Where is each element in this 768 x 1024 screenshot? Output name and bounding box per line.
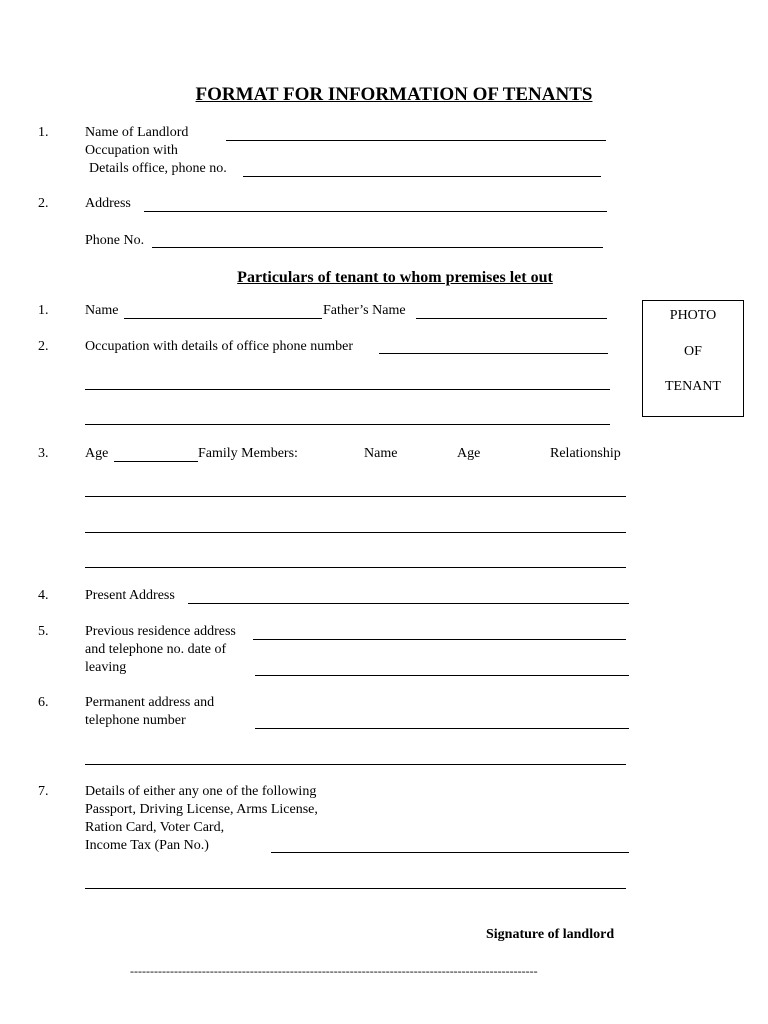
item-number: 5. [38,624,49,639]
occupation-field-line[interactable] [85,424,610,425]
item-number: 3. [38,446,49,461]
landlord-details-field[interactable] [243,176,601,177]
permanent-address-field[interactable] [255,728,629,729]
item-number: 7. [38,784,49,799]
id-details-label: Income Tax (Pan No.) [85,838,209,853]
occupation-field-line[interactable] [85,389,610,390]
item-number: 1. [38,303,49,318]
previous-address-label: and telephone no. date of [85,642,227,657]
permanent-address-label: Permanent address and [85,695,215,710]
photo-box [642,300,744,417]
landlord-name-label: Name of Landlord [85,125,189,140]
id-details-label: Ration Card, Voter Card, [85,820,225,835]
form-title: FORMAT FOR INFORMATION OF TENANTS [195,84,593,105]
family-members-label: Family Members: [198,446,298,461]
tenant-name-field[interactable] [124,318,322,319]
id-details-field[interactable] [271,852,629,853]
id-details-field-line[interactable] [85,888,626,889]
previous-address-label: leaving [85,660,127,675]
occupation-label: Occupation with details of office phone number [85,339,353,354]
previous-address-field[interactable] [253,639,626,640]
item-number: 2. [38,196,49,211]
id-details-label: Passport, Driving License, Arms License, [85,802,318,817]
photo-label: TENANT [665,379,721,394]
family-member-line[interactable] [85,567,626,568]
photo-label: OF [684,344,702,359]
landlord-phone-field[interactable] [152,247,603,248]
item-number: 6. [38,695,49,710]
landlord-name-field[interactable] [226,140,606,141]
father-name-label: Father’s Name [323,303,406,318]
occupation-field[interactable] [379,353,608,354]
item-number: 4. [38,588,49,603]
signature-label: Signature of landlord [486,927,615,942]
item-number: 2. [38,339,49,354]
landlord-occupation-label: Occupation with [85,143,178,158]
section-subtitle: Particulars of tenant to whom premises let out [237,269,553,286]
permanent-address-label: telephone number [85,713,186,728]
family-col-name: Name [364,446,398,461]
id-details-label: Details of either any one of the following [85,784,317,799]
family-col-relationship: Relationship [550,446,621,461]
landlord-phone-label: Phone No. [85,233,145,248]
father-name-field[interactable] [416,318,607,319]
landlord-details-label: Details office, phone no. [89,161,227,176]
tenant-name-label: Name [85,303,119,318]
present-address-field[interactable] [188,603,629,604]
footer-divider: ------------------------------------------------------------------------------------------------------ [130,964,538,978]
permanent-address-field-line[interactable] [85,764,626,765]
item-number: 1. [38,125,49,140]
family-member-line[interactable] [85,496,626,497]
family-member-line[interactable] [85,532,626,533]
age-field[interactable] [114,461,198,462]
photo-label: PHOTO [669,308,717,323]
age-label: Age [85,446,109,461]
previous-address-field-line[interactable] [255,675,629,676]
family-col-age: Age [457,446,481,461]
present-address-label: Present Address [85,588,175,603]
previous-address-label: Previous residence address [85,624,236,639]
landlord-address-label: Address [85,196,131,211]
landlord-address-field[interactable] [144,211,607,212]
